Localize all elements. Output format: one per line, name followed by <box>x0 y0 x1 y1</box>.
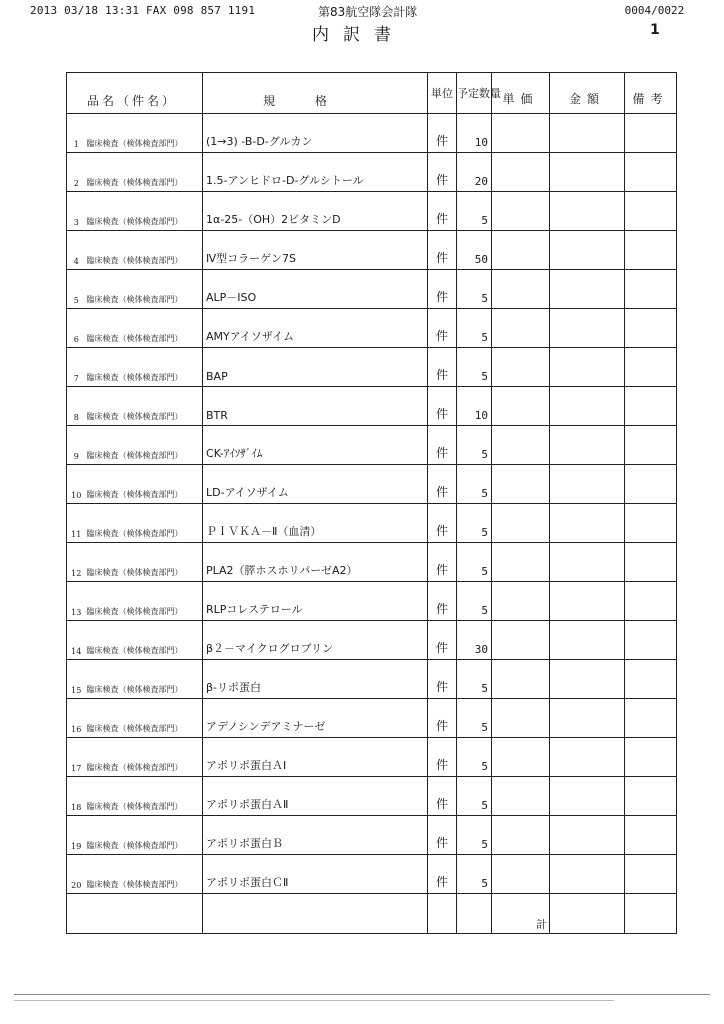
amount-cell <box>550 660 625 699</box>
sender-name: 第83航空隊会計隊 <box>318 5 418 19</box>
specification-cell: ALP－ISO <box>203 270 428 309</box>
table-row <box>67 348 677 387</box>
item-name-cell: 臨床検査（検体検査部門） <box>86 426 203 465</box>
row-number: 4 <box>67 231 86 270</box>
unit-price-cell <box>492 777 550 816</box>
unit-cell: 件 <box>428 855 457 894</box>
amount-cell <box>550 270 625 309</box>
table-row <box>67 816 677 855</box>
quantity-cell: 5 <box>457 816 492 855</box>
header-amount: 金額 <box>550 73 625 114</box>
amount-cell <box>550 699 625 738</box>
specification-cell: 1α-25-（OH）2ビタミンD <box>203 192 428 231</box>
amount-cell <box>550 855 625 894</box>
row-number: 9 <box>67 426 86 465</box>
amount-cell <box>550 738 625 777</box>
footer-divider <box>14 1000 614 1001</box>
table-row <box>67 699 677 738</box>
item-name-cell: 臨床検査（検体検査部門） <box>86 270 203 309</box>
remarks-cell <box>625 777 677 816</box>
amount-cell <box>550 465 625 504</box>
specification-cell: アポリポ蛋白ＡⅠ <box>203 738 428 777</box>
unit-price-cell <box>492 270 550 309</box>
table-row <box>67 777 677 816</box>
quantity-cell: 5 <box>457 582 492 621</box>
specification-cell: AMYアイソザイム <box>203 309 428 348</box>
remarks-cell <box>625 387 677 426</box>
unit-price-cell <box>492 426 550 465</box>
remarks-cell <box>625 192 677 231</box>
remarks-cell <box>625 348 677 387</box>
row-number: 17 <box>67 738 86 777</box>
quantity-cell: 50 <box>457 231 492 270</box>
amount-cell <box>550 777 625 816</box>
unit-cell: 件 <box>428 465 457 504</box>
item-name-cell: 臨床検査（検体検査部門） <box>86 777 203 816</box>
remarks-cell <box>625 621 677 660</box>
item-name-cell: 臨床検査（検体検査部門） <box>86 504 203 543</box>
amount-cell <box>550 153 625 192</box>
quantity-cell: 5 <box>457 699 492 738</box>
quantity-cell: 10 <box>457 114 492 153</box>
row-number: 18 <box>67 777 86 816</box>
amount-cell <box>550 387 625 426</box>
table-row <box>67 387 677 426</box>
fax-transmission-header: 2013 03/18 13:31 FAX 098 857 1191 <box>30 4 256 17</box>
table-row <box>67 270 677 309</box>
quantity-cell: 5 <box>457 504 492 543</box>
quantity-cell: 5 <box>457 309 492 348</box>
specification-cell: CK-ｱｲｿｻﾞｲﾑ <box>203 426 428 465</box>
unit-cell: 件 <box>428 621 457 660</box>
unit-price-cell <box>492 309 550 348</box>
table-row <box>67 855 677 894</box>
total-blank-cell <box>67 894 203 934</box>
unit-price-cell <box>492 231 550 270</box>
remarks-cell <box>625 855 677 894</box>
item-name-cell: 臨床検査（検体検査部門） <box>86 738 203 777</box>
table-row <box>67 192 677 231</box>
specification-cell: β２－マイクログロブリン <box>203 621 428 660</box>
row-number: 10 <box>67 465 86 504</box>
document-title: 内訳書 <box>312 25 405 45</box>
item-name-cell: 臨床検査（検体検査部門） <box>86 660 203 699</box>
unit-cell: 件 <box>428 660 457 699</box>
table-row <box>67 426 677 465</box>
quantity-cell: 20 <box>457 153 492 192</box>
unit-price-cell <box>492 738 550 777</box>
row-number: 6 <box>67 309 86 348</box>
amount-cell <box>550 348 625 387</box>
remarks-cell <box>625 543 677 582</box>
item-name-cell: 臨床検査（検体検査部門） <box>86 114 203 153</box>
item-name-cell: 臨床検査（検体検査部門） <box>86 387 203 426</box>
header-unit-price: 単価 <box>492 73 550 114</box>
table-row <box>67 504 677 543</box>
amount-cell <box>550 816 625 855</box>
row-number: 5 <box>67 270 86 309</box>
unit-price-cell <box>492 504 550 543</box>
page-number: 1 <box>650 22 660 38</box>
item-name-cell: 臨床検査（検体検査部門） <box>86 699 203 738</box>
unit-price-cell <box>492 855 550 894</box>
unit-cell: 件 <box>428 387 457 426</box>
specification-cell: アポリポ蛋白ＡⅡ <box>203 777 428 816</box>
specification-cell: Ⅳ型コラーゲン7S <box>203 231 428 270</box>
unit-price-cell <box>492 192 550 231</box>
specification-cell: LD-アイソザイム <box>203 465 428 504</box>
amount-cell <box>550 192 625 231</box>
remarks-cell <box>625 114 677 153</box>
row-number: 12 <box>67 543 86 582</box>
row-number: 1 <box>67 114 86 153</box>
table-row <box>67 660 677 699</box>
item-name-cell: 臨床検査（検体検査部門） <box>86 465 203 504</box>
fax-page-count: 0004/0022 <box>618 4 685 17</box>
table-row <box>67 114 677 153</box>
unit-cell: 件 <box>428 816 457 855</box>
item-name-cell: 臨床検査（検体検査部門） <box>86 192 203 231</box>
specification-cell: β-リポ蛋白 <box>203 660 428 699</box>
unit-cell: 件 <box>428 114 457 153</box>
row-number: 7 <box>67 348 86 387</box>
row-number: 16 <box>67 699 86 738</box>
unit-cell: 件 <box>428 504 457 543</box>
header-remarks: 備考 <box>625 73 677 114</box>
remarks-cell <box>625 231 677 270</box>
unit-price-cell <box>492 153 550 192</box>
item-name-cell: 臨床検査（検体検査部門） <box>86 621 203 660</box>
row-number: 20 <box>67 855 86 894</box>
specification-cell: アポリポ蛋白ＣⅡ <box>203 855 428 894</box>
table-row <box>67 465 677 504</box>
table-row <box>67 738 677 777</box>
specification-cell: アポリポ蛋白Ｂ <box>203 816 428 855</box>
specification-cell: ＰＩＶＫＡ－Ⅱ（血清） <box>203 504 428 543</box>
row-number: 11 <box>67 504 86 543</box>
unit-cell: 件 <box>428 426 457 465</box>
unit-cell: 件 <box>428 738 457 777</box>
total-blank-cell <box>428 894 457 934</box>
unit-price-cell <box>492 582 550 621</box>
quantity-cell: 5 <box>457 465 492 504</box>
header-quantity: 予定数量 <box>457 73 492 114</box>
specification-cell: PLA2（膵ホスホリパーゼA2） <box>203 543 428 582</box>
amount-cell <box>550 582 625 621</box>
table-row <box>67 309 677 348</box>
unit-price-cell <box>492 465 550 504</box>
quantity-cell: 5 <box>457 426 492 465</box>
amount-cell <box>550 543 625 582</box>
quantity-cell: 5 <box>457 348 492 387</box>
amount-cell <box>550 426 625 465</box>
unit-cell: 件 <box>428 543 457 582</box>
unit-cell: 件 <box>428 699 457 738</box>
quantity-cell: 5 <box>457 543 492 582</box>
remarks-cell <box>625 816 677 855</box>
specification-cell: BAP <box>203 348 428 387</box>
remarks-cell <box>625 699 677 738</box>
table-header-row <box>67 73 677 114</box>
unit-price-cell <box>492 621 550 660</box>
unit-cell: 件 <box>428 777 457 816</box>
item-name-cell: 臨床検査（検体検査部門） <box>86 309 203 348</box>
item-name-cell: 臨床検査（検体検査部門） <box>86 855 203 894</box>
quantity-cell: 5 <box>457 660 492 699</box>
row-number: 19 <box>67 816 86 855</box>
unit-price-cell <box>492 348 550 387</box>
total-amount-cell <box>550 894 625 934</box>
remarks-cell <box>625 504 677 543</box>
header-specification: 規格 <box>203 73 428 114</box>
breakdown-table <box>66 72 677 934</box>
quantity-cell: 5 <box>457 270 492 309</box>
table-row <box>67 621 677 660</box>
table-row <box>67 153 677 192</box>
quantity-cell: 10 <box>457 387 492 426</box>
unit-price-cell <box>492 387 550 426</box>
row-number: 14 <box>67 621 86 660</box>
remarks-cell <box>625 465 677 504</box>
amount-cell <box>550 504 625 543</box>
amount-cell <box>550 621 625 660</box>
item-name-cell: 臨床検査（検体検査部門） <box>86 543 203 582</box>
unit-cell: 件 <box>428 348 457 387</box>
specification-cell: BTR <box>203 387 428 426</box>
header-unit: 単位 <box>428 73 457 114</box>
row-number: 2 <box>67 153 86 192</box>
total-label: 計 <box>492 894 550 934</box>
total-blank-cell <box>457 894 492 934</box>
row-number: 3 <box>67 192 86 231</box>
item-name-cell: 臨床検査（検体検査部門） <box>86 231 203 270</box>
quantity-cell: 5 <box>457 738 492 777</box>
table-row <box>67 543 677 582</box>
specification-cell: (1→3) -B-D-グルカン <box>203 114 428 153</box>
remarks-cell <box>625 309 677 348</box>
unit-cell: 件 <box>428 192 457 231</box>
total-remarks-cell <box>625 894 677 934</box>
table-row <box>67 582 677 621</box>
row-number: 13 <box>67 582 86 621</box>
specification-cell: アデノシンデアミナーゼ <box>203 699 428 738</box>
remarks-cell <box>625 582 677 621</box>
header-item-name: 品名（件名） <box>67 73 203 114</box>
unit-price-cell <box>492 699 550 738</box>
unit-cell: 件 <box>428 231 457 270</box>
unit-price-cell <box>492 114 550 153</box>
remarks-cell <box>625 426 677 465</box>
unit-price-cell <box>492 816 550 855</box>
item-name-cell: 臨床検査（検体検査部門） <box>86 153 203 192</box>
unit-cell: 件 <box>428 309 457 348</box>
row-number: 8 <box>67 387 86 426</box>
total-blank-cell <box>203 894 428 934</box>
footer-divider <box>14 994 710 995</box>
unit-price-cell <box>492 660 550 699</box>
item-name-cell: 臨床検査（検体検査部門） <box>86 348 203 387</box>
specification-cell: 1.5-アンヒドロ-D-グルシトール <box>203 153 428 192</box>
specification-cell: RLPコレステロール <box>203 582 428 621</box>
quantity-cell: 5 <box>457 192 492 231</box>
remarks-cell <box>625 153 677 192</box>
table-row <box>67 231 677 270</box>
unit-cell: 件 <box>428 582 457 621</box>
total-row <box>67 894 677 934</box>
quantity-cell: 5 <box>457 777 492 816</box>
remarks-cell <box>625 738 677 777</box>
amount-cell <box>550 309 625 348</box>
amount-cell <box>550 231 625 270</box>
item-name-cell: 臨床検査（検体検査部門） <box>86 582 203 621</box>
amount-cell <box>550 114 625 153</box>
remarks-cell <box>625 270 677 309</box>
unit-cell: 件 <box>428 153 457 192</box>
quantity-cell: 5 <box>457 855 492 894</box>
unit-price-cell <box>492 543 550 582</box>
unit-cell: 件 <box>428 270 457 309</box>
quantity-cell: 30 <box>457 621 492 660</box>
item-name-cell: 臨床検査（検体検査部門） <box>86 816 203 855</box>
remarks-cell <box>625 660 677 699</box>
row-number: 15 <box>67 660 86 699</box>
